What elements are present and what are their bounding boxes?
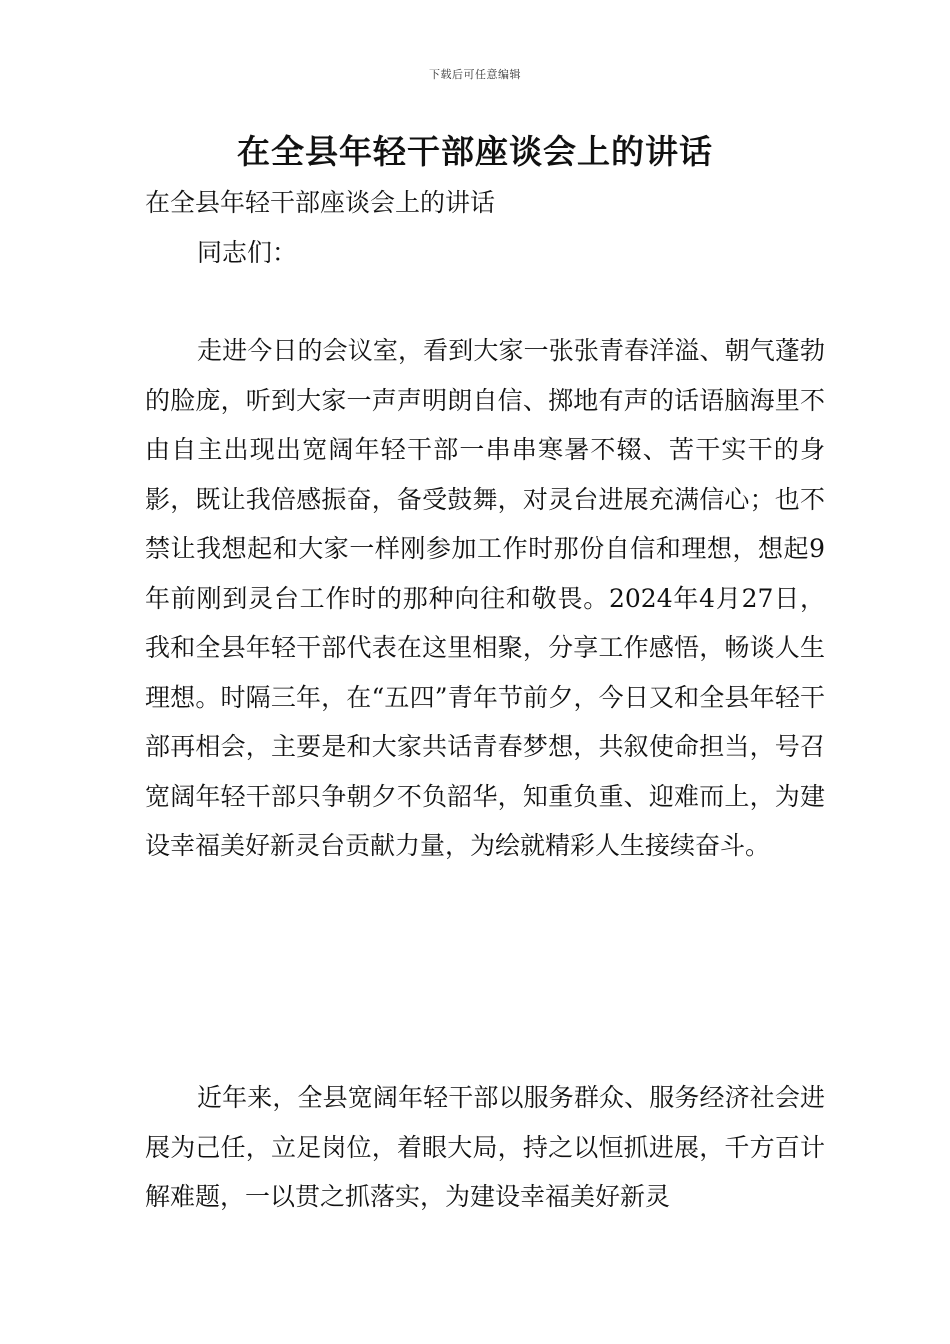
greeting: 同志们： <box>197 238 298 267</box>
document-title: 在全县年轻干部座谈会上的讲话 <box>237 132 713 171</box>
document-subtitle: 在全县年轻干部座谈会上的讲话 <box>145 188 496 217</box>
header-note: 下载后可任意编辑 <box>429 68 521 81</box>
paragraph: 走进今日的会议室，看到大家一张张青春洋溢、朝气蓬勃的脸庞，听到大家一声声明朗自信、掷地有声的话语脑海里不由自主出现出宽阔年轻干部一串串寒暑不辍、苦干实干的身影，既让我倍感振奋，备受鼓舞，对灵台进展充满信心；也不禁让我想起和大家一样刚参加工作时那份自信和理想，想起9年前刚到灵台工作时的那种向往和敬畏。2024年4月27日，我和全县年轻干部代表在这里相聚，分享工作感悟，畅谈人生理想。时隔三年，在“五四”青年节前夕，今日又和全县年轻干部再相会，主要是和大家共话青春梦想，共叙使命担当，号召宽阔年轻干部只争朝夕不负韶华，知重负重、迎难而上，为建设幸福美好新灵台贡献力量，为绘就精彩人生接续奋斗。 <box>145 336 825 860</box>
paragraph: 近年来，全县宽阔年轻干部以服务群众、服务经济社会进展为己任，立足岗位，着眼大局，持之以恒抓进展，千方百计解难题，一以贯之抓落实，为建设幸福美好新灵 <box>145 1083 825 1211</box>
